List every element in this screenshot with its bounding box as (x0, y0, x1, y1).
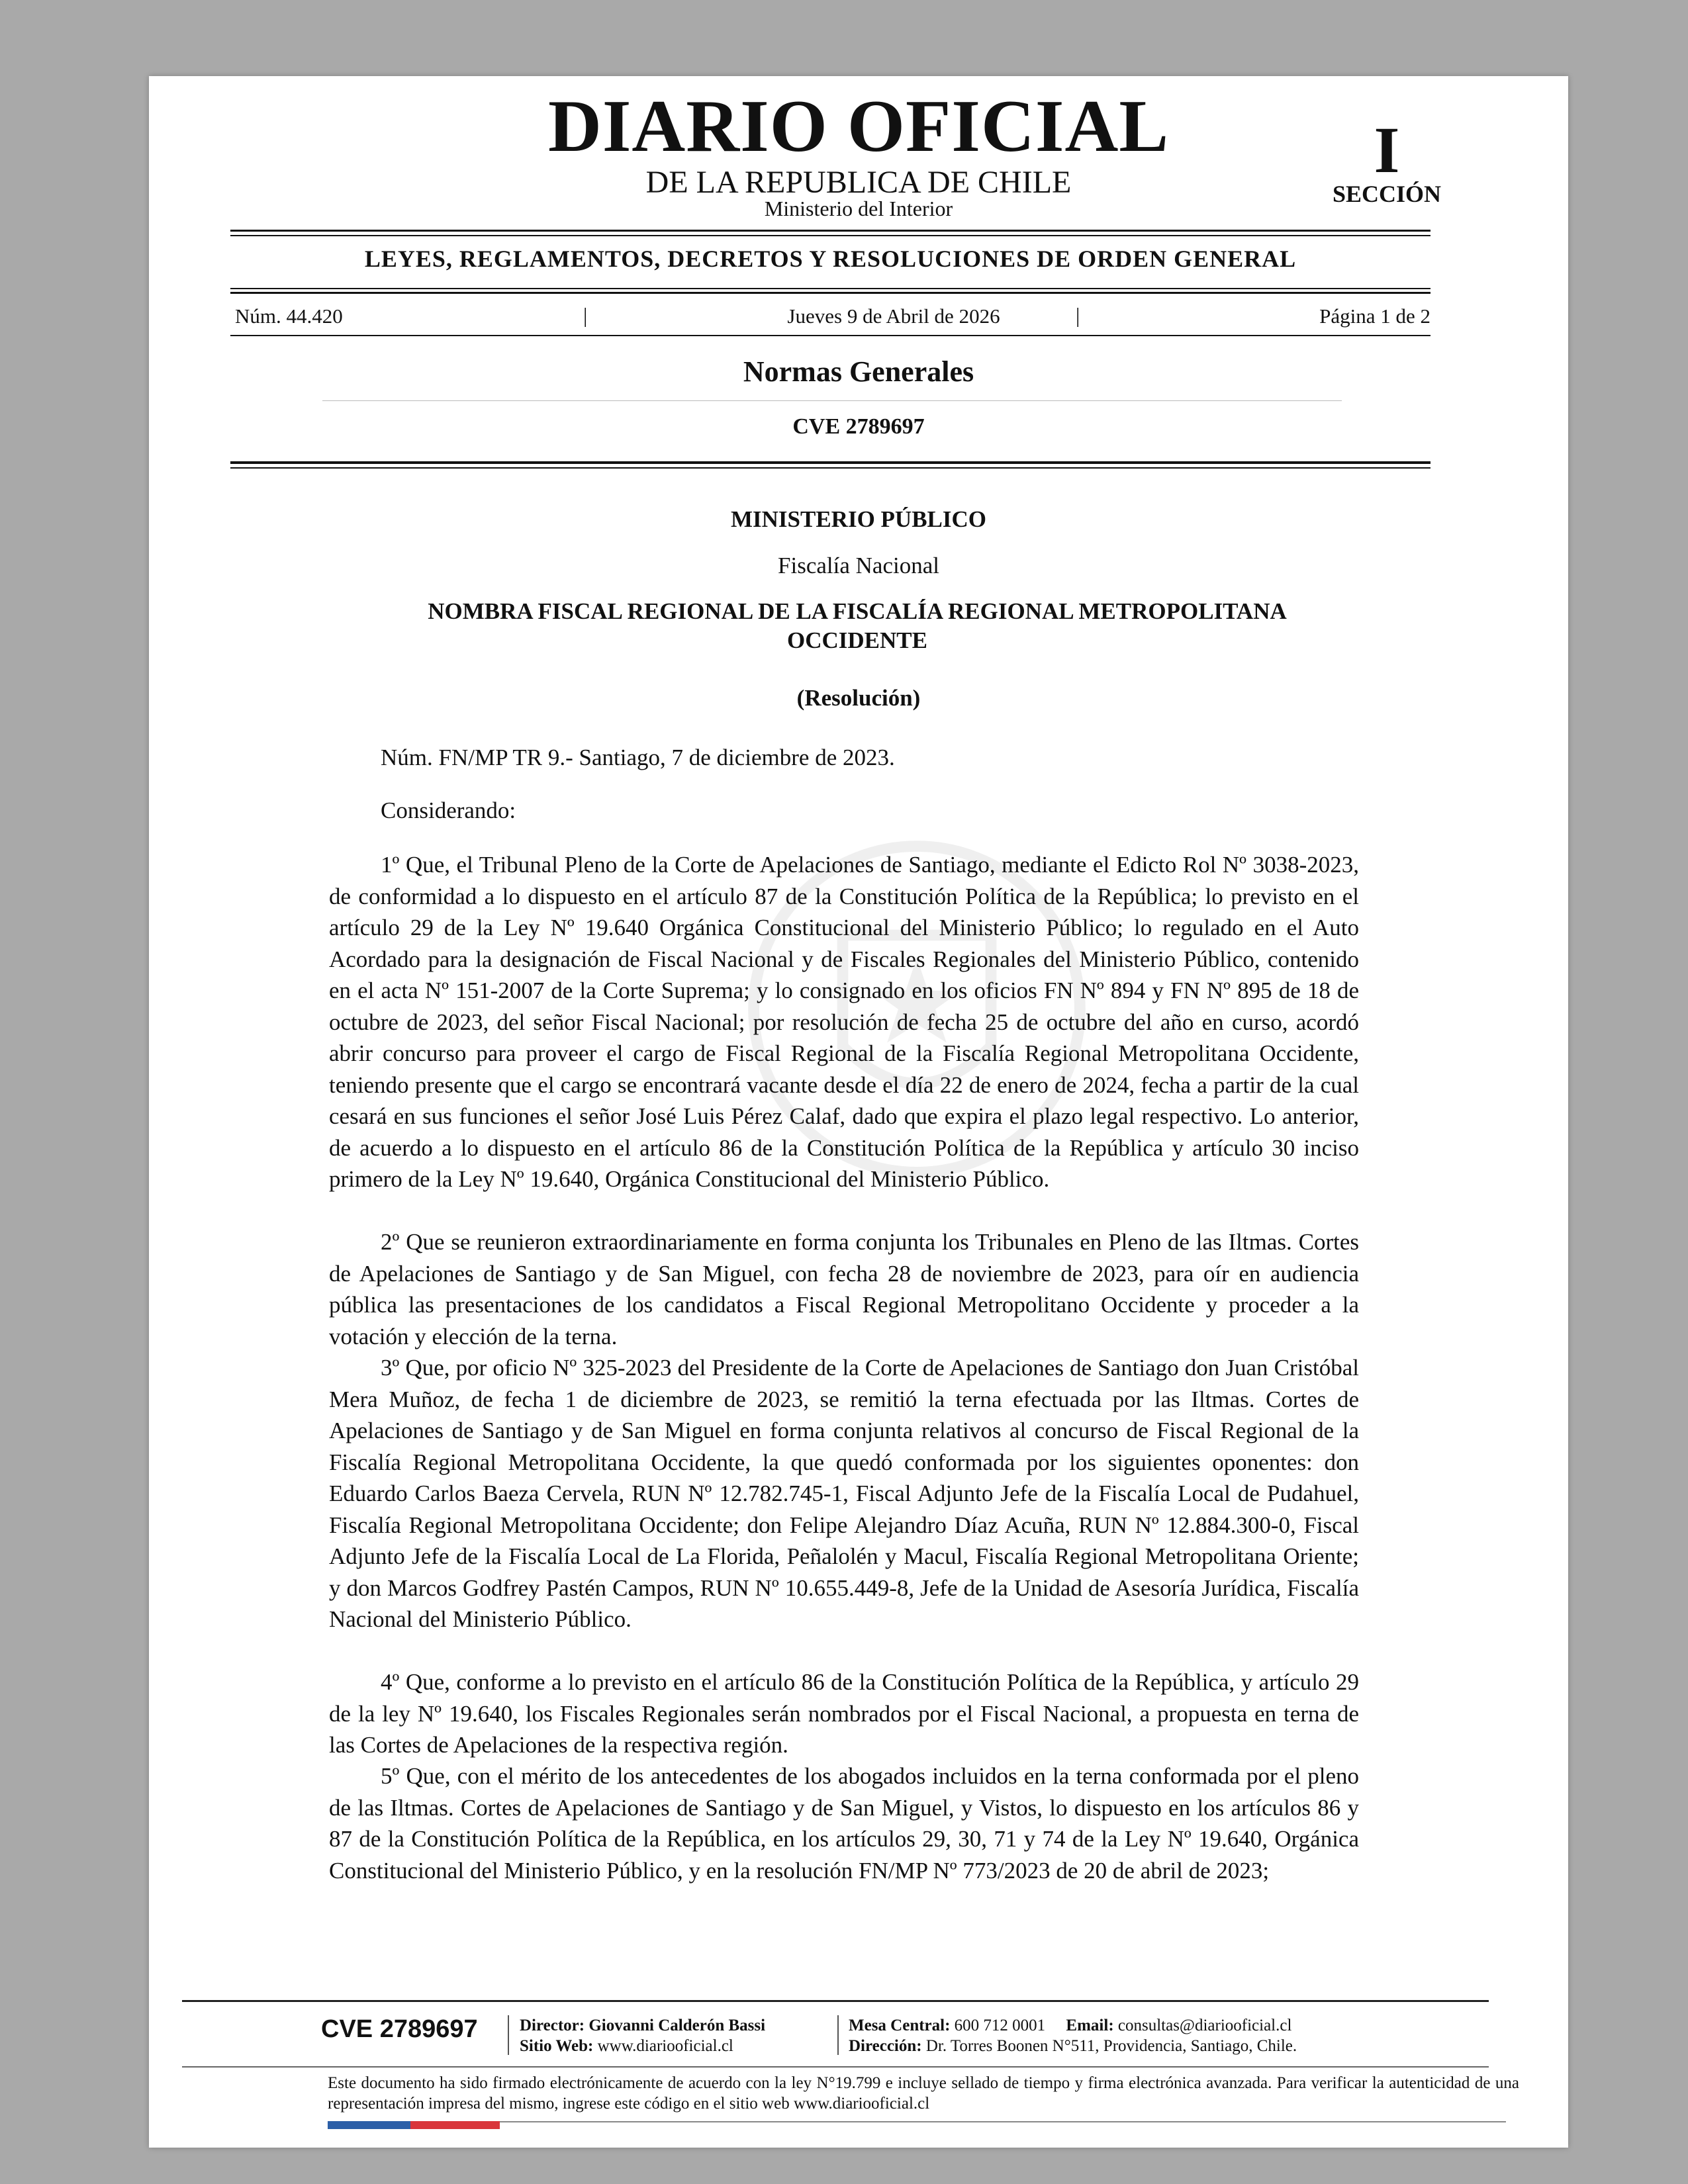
banner-rule-top (230, 288, 1430, 289)
ministry-label: Ministerio del Interior (764, 197, 953, 220)
cve-code: CVE 2789697 (792, 414, 925, 439)
footer-rule-secondary (182, 2066, 1489, 2068)
phone-value: 600 712 0001 (954, 2017, 1046, 2034)
page-indicator: Página 1 de 2 (1319, 304, 1430, 328)
document-kind: (Resolución) (796, 685, 921, 711)
laws-banner: LEYES, REGLAMENTOS, DECRETOS Y RESOLUCIONES DE ORDEN GENERAL (364, 246, 1297, 272)
footer-bottom-rule (328, 2121, 1506, 2122)
director-name: Giovanni Calderón Bassi (588, 2017, 766, 2034)
section-label: SECCIÓN (1332, 181, 1442, 207)
body-paragraph: 5º Que, con el mérito de los antecedentes de los abogados incluidos en la terna conformada por el pleno de las Iltmas. Cortes de Apelaciones de Santiago y de San Miguel, y Vistos, lo dispuesto en los artículos 86 y 87 de la Constitución Política de la República, en los artículos 29, 30, 71 y 74 de la Ley Nº 19.640, Orgánica Constitucional del Ministerio Público, y en la resolución FN/MP Nº 773/2023 de 20 de abril de 2023; (329, 1763, 1359, 1884)
issue-rule (230, 335, 1430, 336)
footer-director-block (520, 2015, 765, 2056)
document-page (149, 76, 1568, 2148)
website-link[interactable]: www.diariooficial.cl (597, 2037, 733, 2055)
body-paragraph: 4º Que, conforme a lo previsto en el artículo 86 de la Constitución Política de la República, y artículo 29 de la ley Nº 19.640, los Fiscales Regionales serán nombrados por el Fiscal Nacional, a propuesta en terna de las Cortes de Apelaciones de la respectiva región. (329, 1669, 1359, 1758)
body-paragraph: 2º Que se reunieron extraordinariamente en forma conjunta los Tribunales en Pleno de las Iltmas. Cortes de Apelaciones de Santiago y de San Miguel, con fecha 28 de noviembre de 2023, para oír en audiencia pública las presentaciones de los candidatos a Fiscal Regional Metropolitano Occidente y proceder a la votación y elección de la terna. (329, 1229, 1359, 1349)
header-rule-bottom (230, 467, 1430, 469)
director-label: Director: (520, 2017, 585, 2034)
considerando-label: Considerando: (381, 797, 516, 823)
masthead-rule-bottom (230, 235, 1430, 236)
banner-rule-bottom (230, 292, 1430, 294)
masthead-rule-top (230, 230, 1430, 232)
address-label: Dirección: (849, 2037, 922, 2055)
footer-divider (508, 2015, 509, 2055)
email-link[interactable]: consultas@diariooficial.cl (1117, 2017, 1292, 2034)
electronic-signature-note: Este documento ha sido firmado electrónicamente de acuerdo con la ley N°19.799 e incluye sellado de tiempo y firma electrónica avanzada. Para verificar la autenticidad de una representación impresa del mismo, ingrese este código en el sitio web www.diariooficial.cl (328, 2074, 1519, 2113)
footer-rule (182, 2000, 1489, 2002)
body-paragraph: 3º Que, por oficio Nº 325-2023 del Presidente de la Corte de Apelaciones de Santiago don Juan Cristóbal Mera Muñoz, de fecha 1 de diciembre de 2023, se remitió la terna efectuada por las Iltmas. Cortes de Apelaciones de Santiago y de San Miguel en forma conjunta relativos al concurso de Fiscal Regional de la Fiscalía Regional Metropolitana Occidente, la que quedó conformada por los siguientes oponentes: don Eduardo Carlos Baeza Cervela, RUN Nº 12.782.745-1, Fiscal Adjunto Jefe de la Fiscalía Local de Pudahuel, Fiscalía Regional Metropolitana Occidente; don Felipe Alejandro Díaz Acuña, RUN Nº 12.884.300-0, Fiscal Adjunto Jefe de la Fiscalía Local de La Florida, Peñalolén y Macul, Fiscalía Regional Metropolitana Oriente; y don Marcos Godfrey Pastén Campos, RUN Nº 10.655.449-8, Jefe de la Unidad de Asesoría Jurídica, Fiscalía Nacional del Ministerio Público. (329, 1355, 1359, 1632)
footer-contact-block (849, 2015, 1511, 2056)
phone-label: Mesa Central: (849, 2017, 951, 2034)
newspaper-title: DIARIO OFICIAL (547, 85, 1170, 167)
header-rule-top (230, 461, 1430, 464)
section-number: I (1374, 113, 1400, 187)
issue-separator: | (1076, 303, 1080, 327)
newspaper-subtitle: DE LA REPUBLICA DE CHILE (645, 165, 1072, 200)
body-paragraph: 1º Que, el Tribunal Pleno de la Corte de Apelaciones de Santiago, mediante el Edicto Rol Nº 3038-2023, de conformidad a lo dispuesto en el artículo 87 de la Constitución Política de la República; lo previsto en el artículo 29 de la Ley Nº 19.640 Orgánica Constitucional del Ministerio Público; lo regulado en el Auto Acordado para la designación de Fiscal Nacional y de Fiscales Regionales del Ministerio Público, contenido en el acta Nº 151-2007 de la Corte Suprema; y lo consignado en los oficios FN Nº 894 y FN Nº 895 de 18 de octubre de 2023, del señor Fiscal Nacional; por resolución de fecha 25 de octubre del año en curso, acordó abrir concurso para proveer el cargo de Fiscal Regional de la Fiscalía Regional Metropolitana Occidente, teniendo presente que el cargo se encontrará vacante desde el día 22 de enero de 2024, fecha a partir de la cual cesará en sus funciones el señor José Luis Pérez Calaf, dado que expira el plazo legal respectivo. Lo anterior, de acuerdo a lo dispuesto en el artículo 86 de la Constitución Política de la República y artículo 30 inciso primero de la Ley Nº 19.640, Orgánica Constitucional del Ministerio Público. (329, 852, 1359, 1192)
resolution-number: Núm. FN/MP TR 9.- Santiago, 7 de diciembre de 2023. (381, 745, 895, 770)
flag-stripe-blue (328, 2121, 410, 2129)
document-title-line: OCCIDENTE (787, 627, 927, 653)
section-divider (322, 400, 1342, 401)
document-title-line: NOMBRA FISCAL REGIONAL DE LA FISCALÍA REGIONAL METROPOLITANA (428, 598, 1287, 624)
issuing-office: Fiscalía Nacional (778, 553, 939, 578)
document-title (314, 597, 1400, 655)
website-label: Sitio Web: (520, 2037, 594, 2055)
issue-separator: | (583, 303, 588, 327)
address-value: Dr. Torres Boonen N°511, Providencia, Santiago, Chile. (925, 2037, 1297, 2055)
footer-cve-code: CVE 2789697 (321, 2015, 478, 2043)
section-heading: Normas Generales (743, 355, 974, 388)
issue-date: Jueves 9 de Abril de 2026 (787, 304, 1000, 328)
footer-divider (837, 2015, 839, 2055)
flag-stripe-red (410, 2121, 500, 2129)
issue-number: Núm. 44.420 (235, 304, 343, 328)
issuing-institution: MINISTERIO PÚBLICO (730, 506, 987, 532)
email-label: Email: (1066, 2017, 1114, 2034)
